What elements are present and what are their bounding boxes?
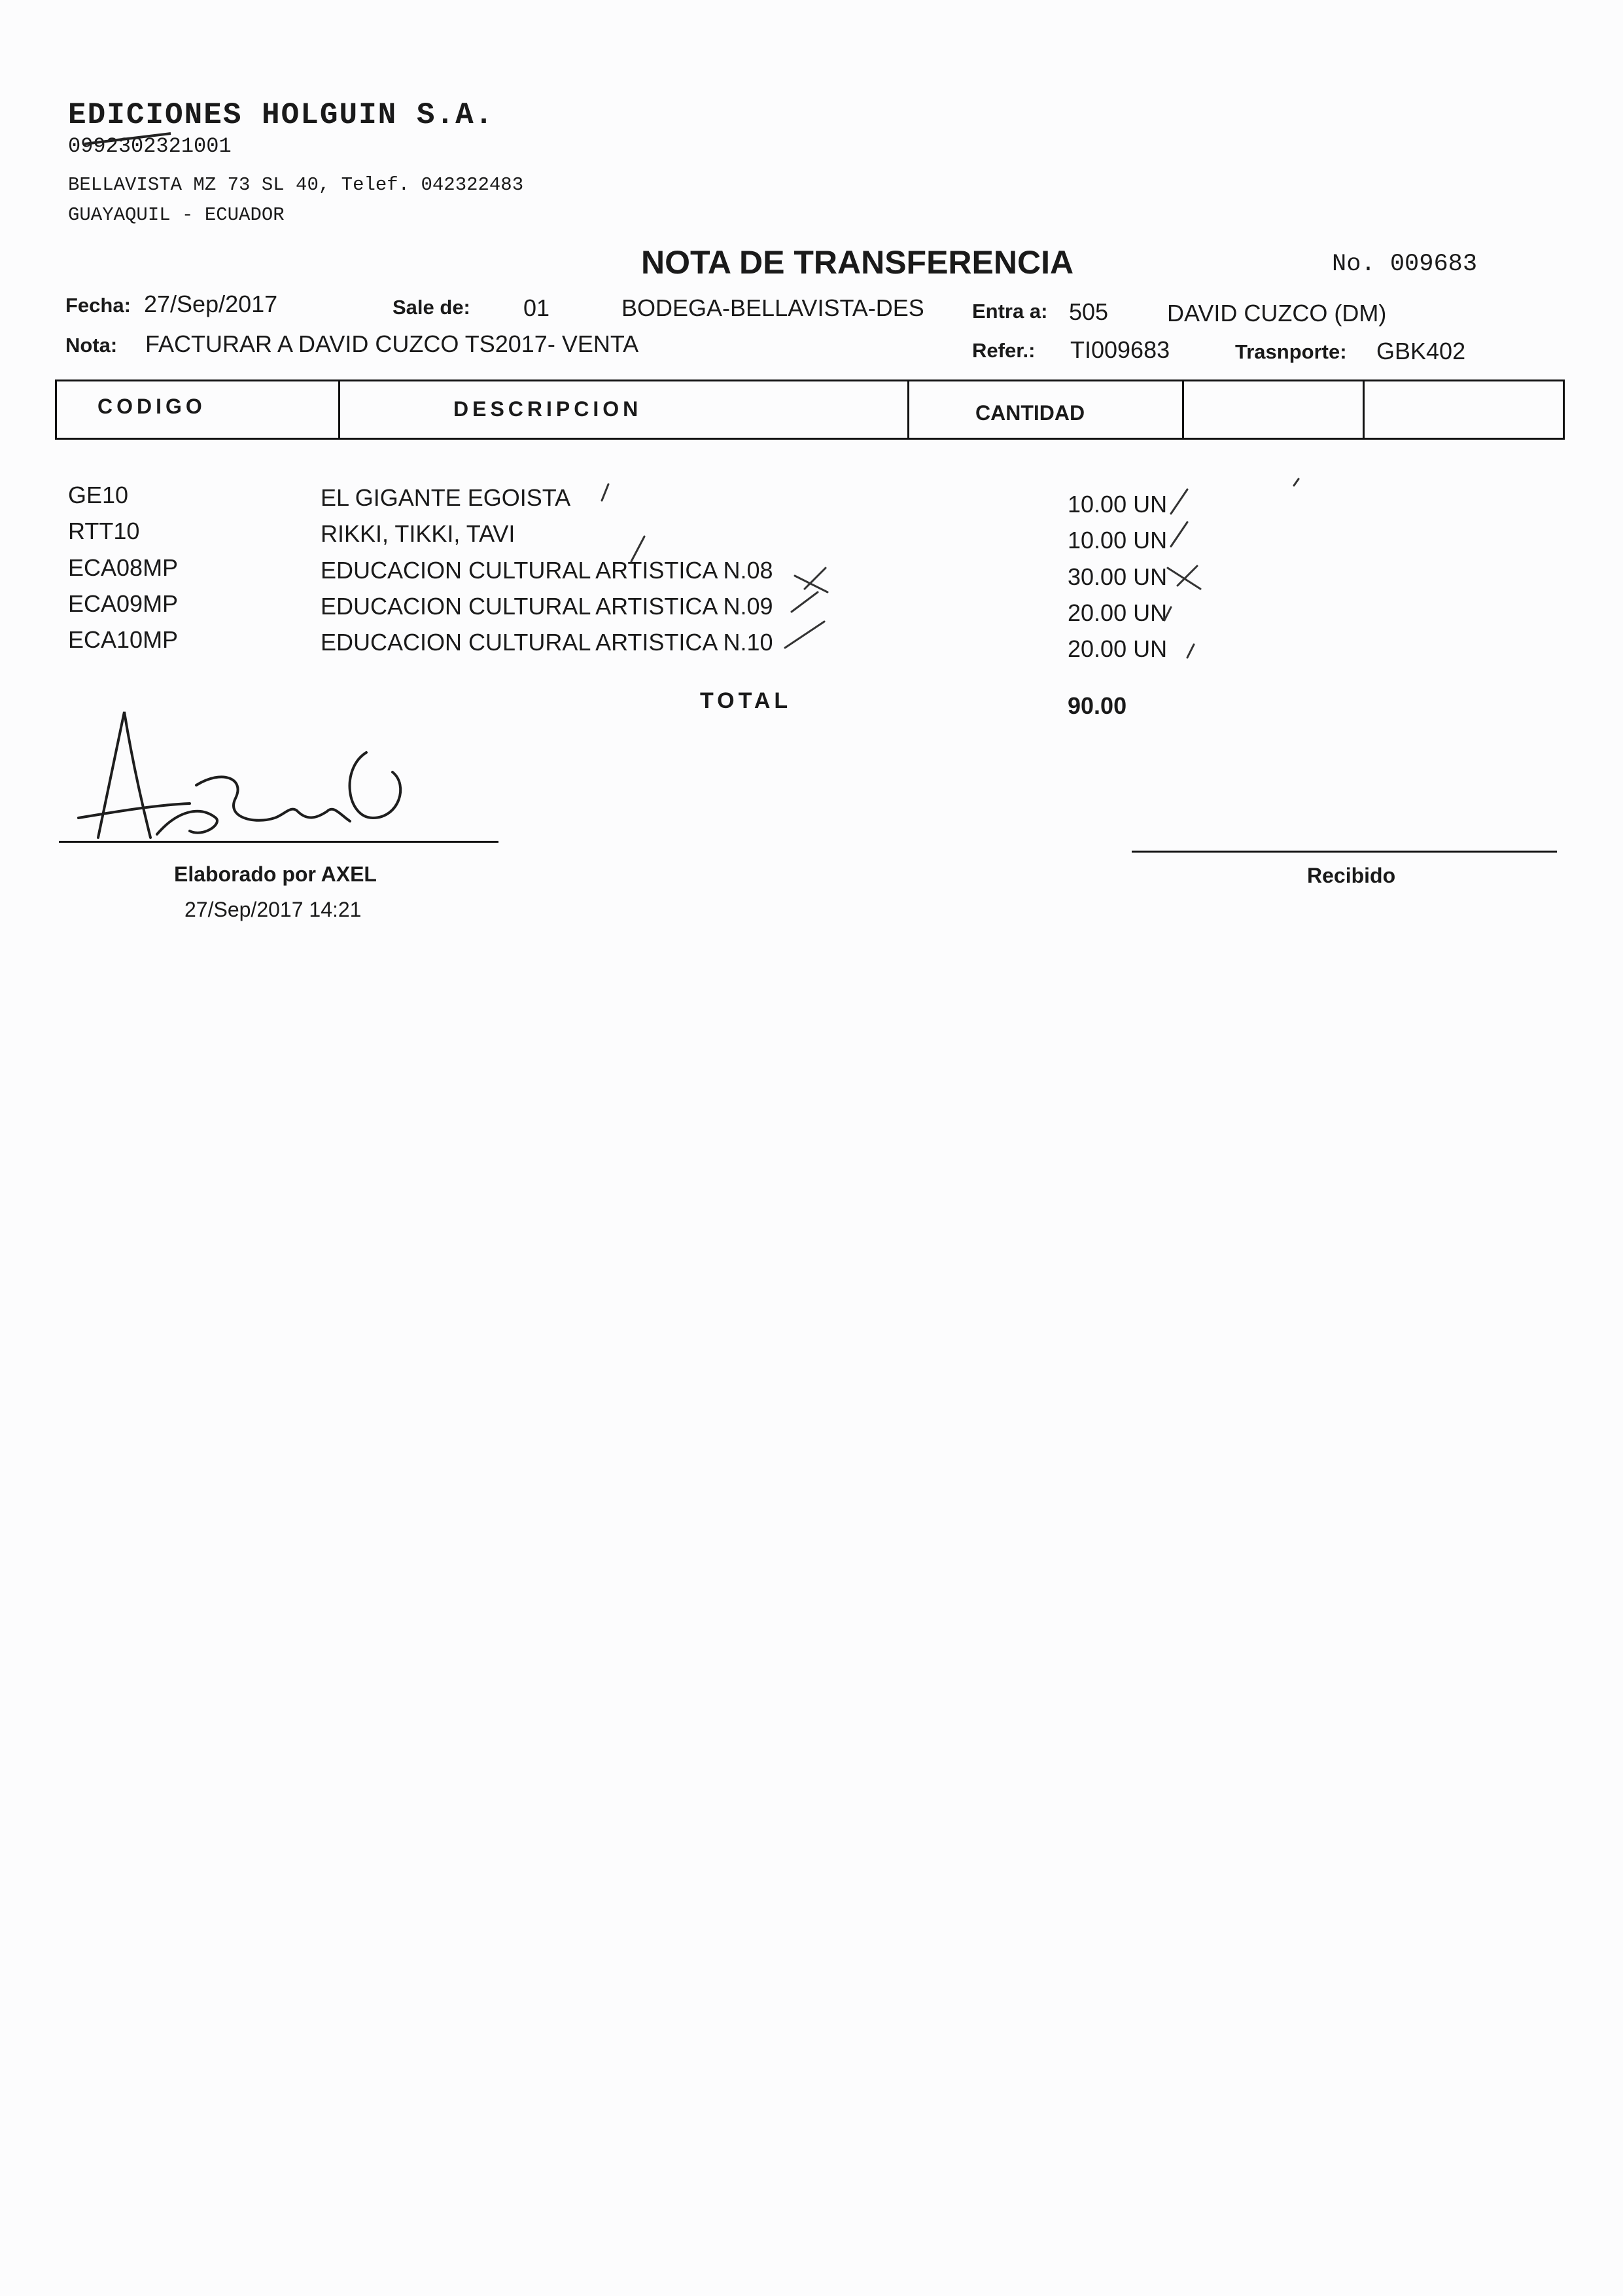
elaborado-datetime: 27/Sep/2017 14:21 <box>184 898 362 921</box>
row-codigo: RTT10 <box>68 518 140 544</box>
row-descripcion: EDUCACION CULTURAL ARTISTICA N.10 <box>321 629 773 656</box>
sale-de-label: Sale de: <box>393 296 470 319</box>
row-descripcion: RIKKI, TIKKI, TAVI <box>321 520 515 547</box>
recibido-label: Recibido <box>1307 864 1396 887</box>
refer-label: Refer.: <box>972 339 1036 362</box>
company-name: EDICIONES HOLGUIN S.A. <box>68 98 495 132</box>
column-header-descripcion: DESCRIPCION <box>453 397 642 421</box>
row-codigo: ECA08MP <box>68 554 179 581</box>
transporte-label: Trasnporte: <box>1235 340 1347 363</box>
row-codigo: GE10 <box>68 482 129 508</box>
row-codigo: ECA09MP <box>68 590 179 617</box>
row-cantidad: 10.00 UN <box>1068 491 1168 518</box>
row-descripcion: EDUCACION CULTURAL ARTISTICA N.09 <box>321 593 773 620</box>
nota-label: Nota: <box>65 334 118 357</box>
company-ruc: 0992302321001 <box>68 134 232 158</box>
elaborado-label: Elaborado por AXEL <box>174 862 377 886</box>
entra-a-label: Entra a: <box>972 300 1048 323</box>
company-city: GUAYAQUIL - ECUADOR <box>68 204 285 226</box>
total-value: 90.00 <box>1068 692 1127 719</box>
row-descripcion: EL GIGANTE EGOISTA <box>321 484 571 511</box>
refer-value: TI009683 <box>1070 336 1170 363</box>
recibido-signature-line <box>1132 851 1557 853</box>
document-number-label: No. <box>1332 251 1376 278</box>
entra-a-code: 505 <box>1069 298 1109 325</box>
column-header-codigo: CODIGO <box>97 395 206 418</box>
elaborado-signature-line <box>59 841 498 843</box>
row-cantidad: 10.00 UN <box>1068 527 1168 554</box>
fecha-value: 27/Sep/2017 <box>144 291 278 317</box>
row-descripcion: EDUCACION CULTURAL ARTISTICA N.08 <box>321 557 773 584</box>
sale-de-name: BODEGA-BELLAVISTA-DES <box>621 294 924 321</box>
row-cantidad: 30.00 UN <box>1068 563 1168 590</box>
column-header-cantidad: CANTIDAD <box>975 401 1085 425</box>
sale-de-code: 01 <box>523 294 550 321</box>
document-number-value: 009683 <box>1389 251 1478 278</box>
entra-a-name: DAVID CUZCO (DM) <box>1167 300 1387 327</box>
row-cantidad: 20.00 UN <box>1068 599 1168 626</box>
company-address: BELLAVISTA MZ 73 SL 40, Telef. 042322483 <box>68 174 524 196</box>
handwritten-signature-icon <box>59 707 425 851</box>
total-label: TOTAL <box>700 688 792 713</box>
transporte-value: GBK402 <box>1376 338 1466 364</box>
row-codigo: ECA10MP <box>68 626 179 653</box>
fecha-label: Fecha: <box>65 294 131 317</box>
nota-value: FACTURAR A DAVID CUZCO TS2017- VENTA <box>145 330 639 357</box>
document-title: NOTA DE TRANSFERENCIA <box>641 244 1074 281</box>
handwritten-check-marks-icon <box>0 0 1623 720</box>
row-cantidad: 20.00 UN <box>1068 635 1168 662</box>
